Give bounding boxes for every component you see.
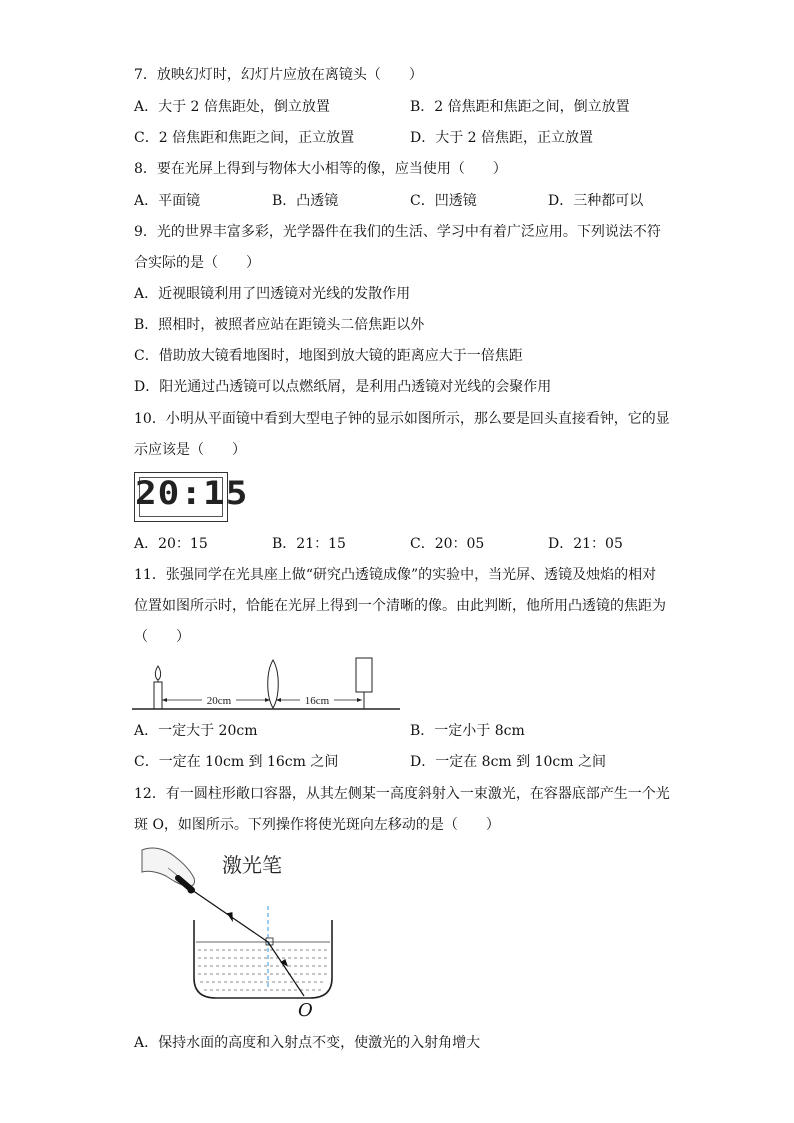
q10-stem-line2: 示应该是（ ） bbox=[134, 442, 246, 458]
q7-option-c: C．2 倍焦距和焦距之间，正立放置 bbox=[134, 130, 355, 146]
refracted-ray bbox=[268, 942, 304, 996]
q11-stem-line1: 11．张强同学在光具座上做“研究凸透镜成像”的实验中，当光屏、透镜及烛焰的相对 bbox=[134, 567, 657, 583]
clock-display: 20:15 bbox=[135, 475, 249, 512]
q11-option-b: B．一定小于 8cm bbox=[410, 723, 525, 739]
q11-option-a: A．一定大于 20cm bbox=[134, 723, 258, 739]
spot-label-o: O bbox=[298, 1000, 313, 1021]
q9-stem-line2: 合实际的是（ ） bbox=[134, 255, 260, 271]
q8-option-d: D．三种都可以 bbox=[548, 193, 644, 209]
optical-bench-figure bbox=[130, 656, 402, 714]
q8-option-c: C．凹透镜 bbox=[410, 193, 477, 209]
q10-option-c: C．20：05 bbox=[410, 536, 485, 552]
mirror-clock-figure bbox=[134, 472, 249, 522]
laser-container-figure bbox=[138, 842, 358, 1022]
q11-option-c: C．一定在 10cm 到 16cm 之间 bbox=[134, 754, 339, 770]
q7-option-d: D．大于 2 倍焦距，正立放置 bbox=[410, 130, 594, 146]
q11-option-d: D．一定在 8cm 到 10cm 之间 bbox=[410, 754, 606, 770]
q12-option-a: A．保持水面的高度和入射点不变，使激光的入射角增大 bbox=[134, 1035, 481, 1051]
label-20cm: 20cm bbox=[206, 695, 232, 707]
q10-option-d: D．21：05 bbox=[548, 536, 623, 552]
q8-option-a: A．平面镜 bbox=[134, 193, 201, 209]
q9-stem-line1: 9．光的世界丰富多彩，光学器件在我们的生活、学习中有着广泛应用。下列说法不符 bbox=[134, 224, 661, 240]
container bbox=[194, 920, 332, 998]
q7-option-a: A．大于 2 倍焦距处，倒立放置 bbox=[134, 99, 330, 115]
q10-stem-line1: 10．小明从平面镜中看到大型电子钟的显示如图所示，那么要是回头直接看钟，它的显 bbox=[134, 411, 670, 427]
candle-icon bbox=[154, 666, 162, 709]
q8-option-b: B．凸透镜 bbox=[272, 193, 339, 209]
q9-option-d: D．阳光通过凸透镜可以点燃纸屑，是利用凸透镜对光线的会聚作用 bbox=[134, 379, 552, 395]
q11-stem-line2: 位置如图所示时，恰能在光屏上得到一个清晰的像。由此判断，他所用凸透镜的焦距为 bbox=[134, 598, 666, 614]
water bbox=[196, 942, 330, 990]
q10-option-a: A．20：15 bbox=[134, 536, 208, 552]
q7-option-b: B．2 倍焦距和焦距之间，倒立放置 bbox=[410, 99, 630, 115]
q12-stem-line2: 斑 O，如图所示。下列操作将使光斑向左移动的是（ ） bbox=[134, 817, 500, 833]
hand-icon bbox=[142, 848, 195, 887]
laser-pen-label: 激光笔 bbox=[222, 853, 282, 877]
q7-stem: 7．放映幻灯时，幻灯片应放在离镜头（ ） bbox=[134, 67, 423, 83]
q10-option-b: B．21：15 bbox=[272, 536, 346, 552]
q9-option-a: A．近视眼镜利用了凹透镜对光线的发散作用 bbox=[134, 286, 411, 302]
label-16cm: 16cm bbox=[304, 695, 330, 707]
q12-stem-line1: 12．有一圆柱形敞口容器，从其左侧某一高度斜射入一束激光，在容器底部产生一个光 bbox=[134, 786, 670, 802]
q9-option-b: B．照相时，被照者应站在距镜头二倍焦距以外 bbox=[134, 317, 425, 333]
convex-lens-icon bbox=[268, 660, 279, 708]
q9-option-c: C．借助放大镜看地图时，地图到放大镜的距离应大于一倍焦距 bbox=[134, 348, 523, 364]
q8-stem: 8．要在光屏上得到与物体大小相等的像，应当使用（ ） bbox=[134, 161, 507, 177]
q11-stem-line3: （ ） bbox=[134, 629, 190, 645]
